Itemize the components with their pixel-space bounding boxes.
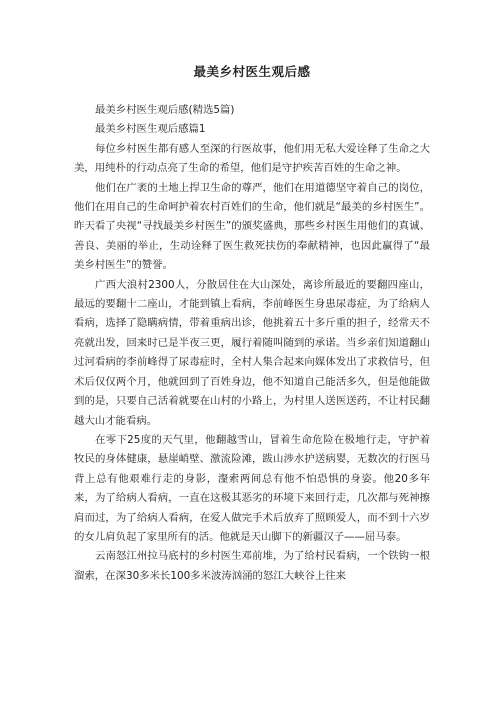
paragraph-2: 他们在广袤的土地上捍卫生命的尊严，他们在用道德坚守着自己的岗位，他们在用自己的生命呵护着农村百姓们的生命，他们就是“最美的乡村医生”。昨天看了央视“寻找最美乡村医生”的颁奖盛典，那些乡村医生用他们的真诚、善良、美丽的举止，生动诠释了医生救死扶伤的奉献精神，也因此赢得了“最美乡村医生”的赞誉。 [74,181,430,272]
section-heading: 最美乡村医生观后感篇1 [95,123,206,136]
subtitle-line: 最美乡村医生观后感(精选5篇) [95,104,235,116]
document-title: 最美乡村医生观后感 [193,64,311,79]
paragraph-4: 在零下25度的天气里，他翻越雪山，冒着生命危险在极地行走，守护着牧民的身体健康，悬崖峭壁、激流险滩，跋山涉水护送病婴，无数次的行医马背上总有他艰难行走的身影，瀣索两间总有他不怕恐惧的身姿。他20多年来，为了给病人看病，一直在这极其恶劣的环境下来回行走，几次都与死神擦肩而过，为了给病人看病，在爱人做完手术后放弃了照顾爱人，而不到十六岁的女儿肩负起了家里所有的活。他就是天山脚下的新疆汉子——屈马泰。 [74,433,430,543]
paragraph-5: 云南怒江州拉马底村的乡村医生邓前堆，为了给村民看病，一个铁钩一根溜索，在深30多米长100多米波涛汹涌的怒江大峡谷上往来 [74,550,430,582]
paragraph-1: 每位乡村医生都有感人至深的行医故事，他们用无私大爱诠释了生命之大美，用纯朴的行动点亮了生命的希望，他们是守护疾苦百姓的生命之神。 [74,142,430,175]
paragraph-3: 广西大浪村2300人，分散居住在大山深处，离诊所最近的要翻四座山，最远的要翻十二座山，才能到镇上看病，李前峰医生身患尿毒症，为了给病人看病，选择了隐瞒病情，带着重病出诊，他挑着五十多斤重的担子，经常天不亮就出发，回来时已是半夜三更，履行着随叫随到的承诺。当乡亲们知道翻山过河看病的李前峰得了尿毒症时，全村人集合起来向媒体发出了求救信号，但术后仅仅两个月，他就回到了百姓身边，他不知道自己能活多久，但是他能做到的是，只要自己活着就要在山村的小路上，为村里人送医送药，不让村民翻越大山才能看病。 [74,278,430,427]
